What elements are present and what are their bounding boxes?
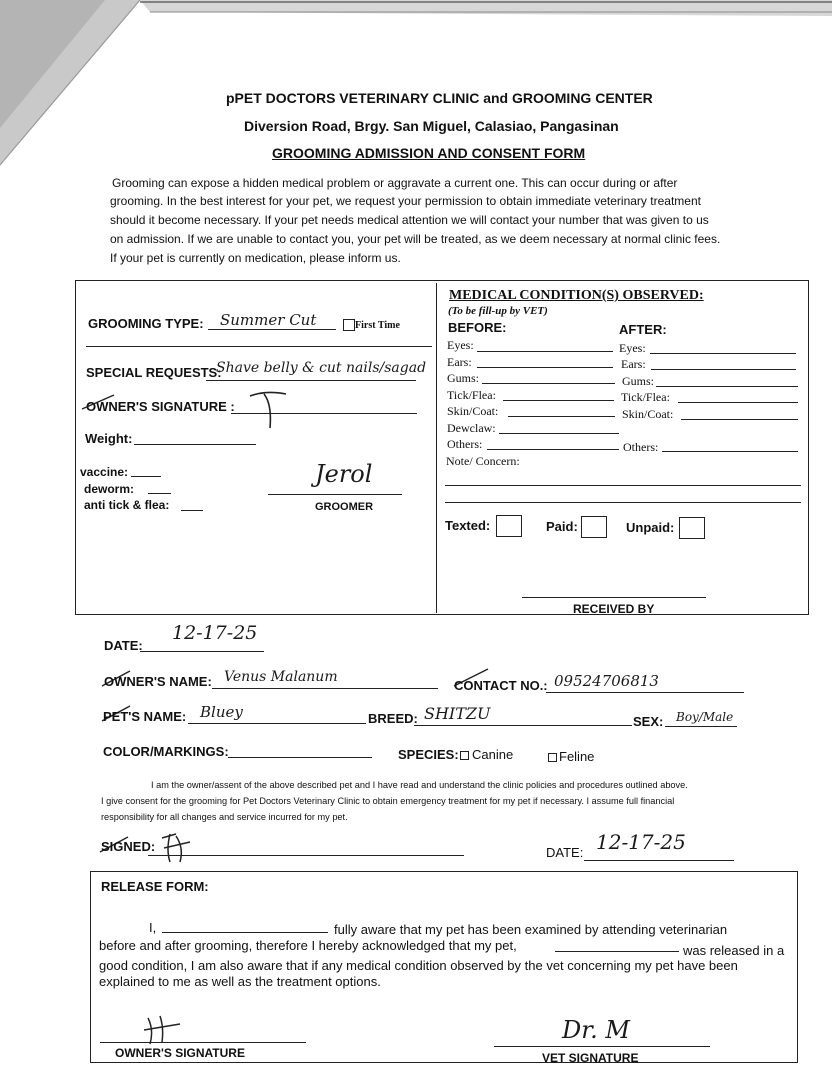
owner-signature-mark xyxy=(80,392,120,412)
after-others-line xyxy=(662,451,798,452)
special-requests-line xyxy=(206,380,416,381)
breed-value[interactable]: SHITZU xyxy=(424,704,491,723)
breed-line xyxy=(414,725,632,726)
intro-line: should it become necessary. If your pet needs medical attention we will contact your number that was given to us xyxy=(110,213,709,227)
feline-label: Feline xyxy=(559,749,595,764)
before-tickflea-line xyxy=(503,400,614,401)
owner-signature-line xyxy=(231,413,417,414)
species-label: SPECIES: xyxy=(398,747,459,762)
groomer-line xyxy=(268,494,402,495)
release-owner-signature-label: OWNER'S SIGNATURE xyxy=(115,1046,245,1060)
vet-signature: Dr. M xyxy=(562,1016,630,1044)
contact-line xyxy=(546,692,744,693)
consent-date-value[interactable]: 12-17-25 xyxy=(596,830,686,854)
after-skincoat-label: Skin/Coat: xyxy=(622,407,674,421)
canine-label: Canine xyxy=(472,747,514,762)
clinic-name: pPET DOCTORS VETERINARY CLINIC and GROOMING CENTER xyxy=(226,90,653,106)
first-time-checkbox[interactable] xyxy=(343,319,355,331)
date-line xyxy=(140,651,264,652)
owner-name-label: OWNER'S NAME: xyxy=(104,674,212,689)
unpaid-checkbox[interactable] xyxy=(679,517,705,539)
release-owner-signature xyxy=(140,1010,186,1046)
special-requests-label: SPECIAL REQUESTS: xyxy=(86,365,222,380)
note-concern-label: Note/ Concern: xyxy=(446,454,520,468)
release-line4: explained to me as well as the treatment options. xyxy=(99,974,381,989)
pet-name-label: PET'S NAME: xyxy=(103,709,187,724)
before-gums-label: Gums: xyxy=(447,371,480,385)
after-label: AFTER: xyxy=(619,322,667,337)
intro-line: on admission. If we are unable to contact you, your pet will be treated, as we deem necessary at normal clinic fees. xyxy=(110,232,721,246)
sex-value[interactable]: Boy/Male xyxy=(676,710,734,724)
consent-date-label: DATE: xyxy=(546,845,584,860)
clinic-address: Diversion Road, Brgy. San Miguel, Calasiao, Pangasinan xyxy=(244,118,619,134)
before-skincoat-line xyxy=(508,416,615,417)
vaccine-line xyxy=(131,476,161,477)
pet-name-value[interactable]: Bluey xyxy=(200,703,243,721)
contact-value[interactable]: 09524706813 xyxy=(554,672,659,690)
section-divider xyxy=(436,283,437,613)
received-by-line xyxy=(522,597,706,598)
after-gums-label: Gums: xyxy=(622,374,655,388)
grooming-extra-line xyxy=(86,346,432,347)
owner-signature-label: OWNER'S SIGNATURE : xyxy=(86,399,235,414)
feline-checkbox[interactable] xyxy=(548,753,557,762)
before-others-line xyxy=(487,449,619,450)
texted-label: Texted: xyxy=(445,518,491,533)
note-line-2 xyxy=(445,502,801,503)
groomer-label: GROOMER xyxy=(315,501,374,513)
release-form-title: RELEASE FORM: xyxy=(101,879,209,894)
vaccine-label: vaccine: xyxy=(80,465,129,479)
before-dewclaw-line xyxy=(499,433,619,434)
sex-label: SEX: xyxy=(633,714,664,729)
grooming-type-label: GROOMING TYPE: xyxy=(88,316,204,331)
medical-subtitle: (To be fill-up by VET) xyxy=(448,305,548,317)
texted-checkbox[interactable] xyxy=(496,515,522,537)
sex-line xyxy=(665,726,737,727)
release-line2-end: was released in a xyxy=(683,943,785,958)
after-eyes-label: Eyes: xyxy=(619,341,646,355)
signed-label: SIGNED: xyxy=(101,839,156,854)
release-name-line xyxy=(162,932,328,933)
signed-line xyxy=(148,855,464,856)
date-value[interactable]: 12-17-25 xyxy=(172,622,258,644)
grooming-type-value[interactable]: Summer Cut xyxy=(220,311,317,329)
intro-line: grooming. In the best interest for your pet, we request your permission to obtain immediate veterinary treatment xyxy=(110,194,701,208)
before-others-label: Others: xyxy=(447,437,483,451)
antitick-line xyxy=(181,510,203,511)
after-eyes-line xyxy=(650,353,796,354)
groomer-signature: Jerol xyxy=(315,460,373,488)
before-gums-line xyxy=(482,383,615,384)
before-skincoat-label: Skin/Coat: xyxy=(447,404,499,418)
unpaid-label: Unpaid: xyxy=(626,520,675,535)
color-markings-line xyxy=(228,757,372,758)
before-ears-label: Ears: xyxy=(447,355,472,369)
before-eyes-label: Eyes: xyxy=(447,338,474,352)
after-ears-line xyxy=(651,369,796,370)
consent-line: I am the owner/assent of the above described pet and I have read and understand the clinic policies and procedures outlined above. xyxy=(151,780,688,790)
after-gums-line xyxy=(656,386,798,387)
release-line1-end: fully aware that my pet has been examined by attending veterinarian xyxy=(334,922,728,937)
medical-title: MEDICAL CONDITION(S) OBSERVED: xyxy=(449,288,704,303)
after-tickflea-label: Tick/Flea: xyxy=(621,390,670,404)
color-markings-label: COLOR/MARKINGS: xyxy=(103,744,229,759)
consent-date-line xyxy=(584,860,734,861)
weight-line xyxy=(134,444,256,445)
first-time-label: First Time xyxy=(355,320,400,331)
antitick-label: anti tick & flea: xyxy=(84,498,170,512)
paid-checkbox[interactable] xyxy=(581,516,607,538)
before-ears-line xyxy=(477,367,613,368)
owner-name-value[interactable]: Venus Malanum xyxy=(224,669,338,685)
consent-line: I give consent for the grooming for Pet Doctors Veterinary Clinic to obtain emergency treatment for my pet if necessary. I assume full financial xyxy=(101,796,675,806)
owner-signature-scribble xyxy=(246,388,296,432)
after-ears-label: Ears: xyxy=(621,357,646,371)
contact-label: CONTACT NO.: xyxy=(454,678,548,693)
release-line1-start: I, xyxy=(149,920,157,935)
deworm-line xyxy=(148,493,171,494)
intro-line: Grooming can expose a hidden medical problem or aggravate a current one. This can occur during or after xyxy=(112,176,678,190)
received-by-label: RECEIVED BY xyxy=(573,602,655,616)
note-line-1 xyxy=(445,485,801,486)
consent-line: responsibility for all changes and service incurred for my pet. xyxy=(101,812,348,822)
deworm-label: deworm: xyxy=(84,482,135,496)
breed-label: BREED: xyxy=(368,711,418,726)
release-owner-signature-line xyxy=(100,1042,306,1043)
vet-signature-label: VET SIGNATURE xyxy=(542,1051,639,1065)
before-tickflea-label: Tick/Flea: xyxy=(447,388,496,402)
special-requests-value[interactable]: Shave belly & cut nails/sagad xyxy=(216,360,427,376)
consent-signature xyxy=(156,828,196,866)
canine-checkbox[interactable] xyxy=(460,751,469,760)
after-skincoat-line xyxy=(681,419,798,420)
after-tickflea-line xyxy=(678,402,798,403)
intro-line: If your pet is currently on medication, please inform us. xyxy=(110,251,401,265)
owner-name-line xyxy=(212,688,438,689)
form-title: GROOMING ADMISSION AND CONSENT FORM xyxy=(272,145,586,161)
before-dewclaw-label: Dewclaw: xyxy=(447,421,496,435)
date-label: DATE: xyxy=(104,638,143,653)
release-line3: good condition, I am also aware that if any medical condition observed by the vet concerning my pet have been xyxy=(99,958,738,973)
pet-name-line xyxy=(188,723,366,724)
release-pet-line xyxy=(555,951,679,952)
after-others-label: Others: xyxy=(623,440,659,454)
before-label: BEFORE: xyxy=(448,320,507,335)
before-eyes-line xyxy=(477,351,613,352)
paid-label: Paid: xyxy=(546,519,578,534)
grooming-type-line xyxy=(208,329,336,330)
release-line2-start: before and after grooming, therefore I hereby acknowledged that my pet, xyxy=(99,938,517,953)
vet-signature-line xyxy=(494,1046,710,1047)
weight-label: Weight: xyxy=(85,431,133,446)
